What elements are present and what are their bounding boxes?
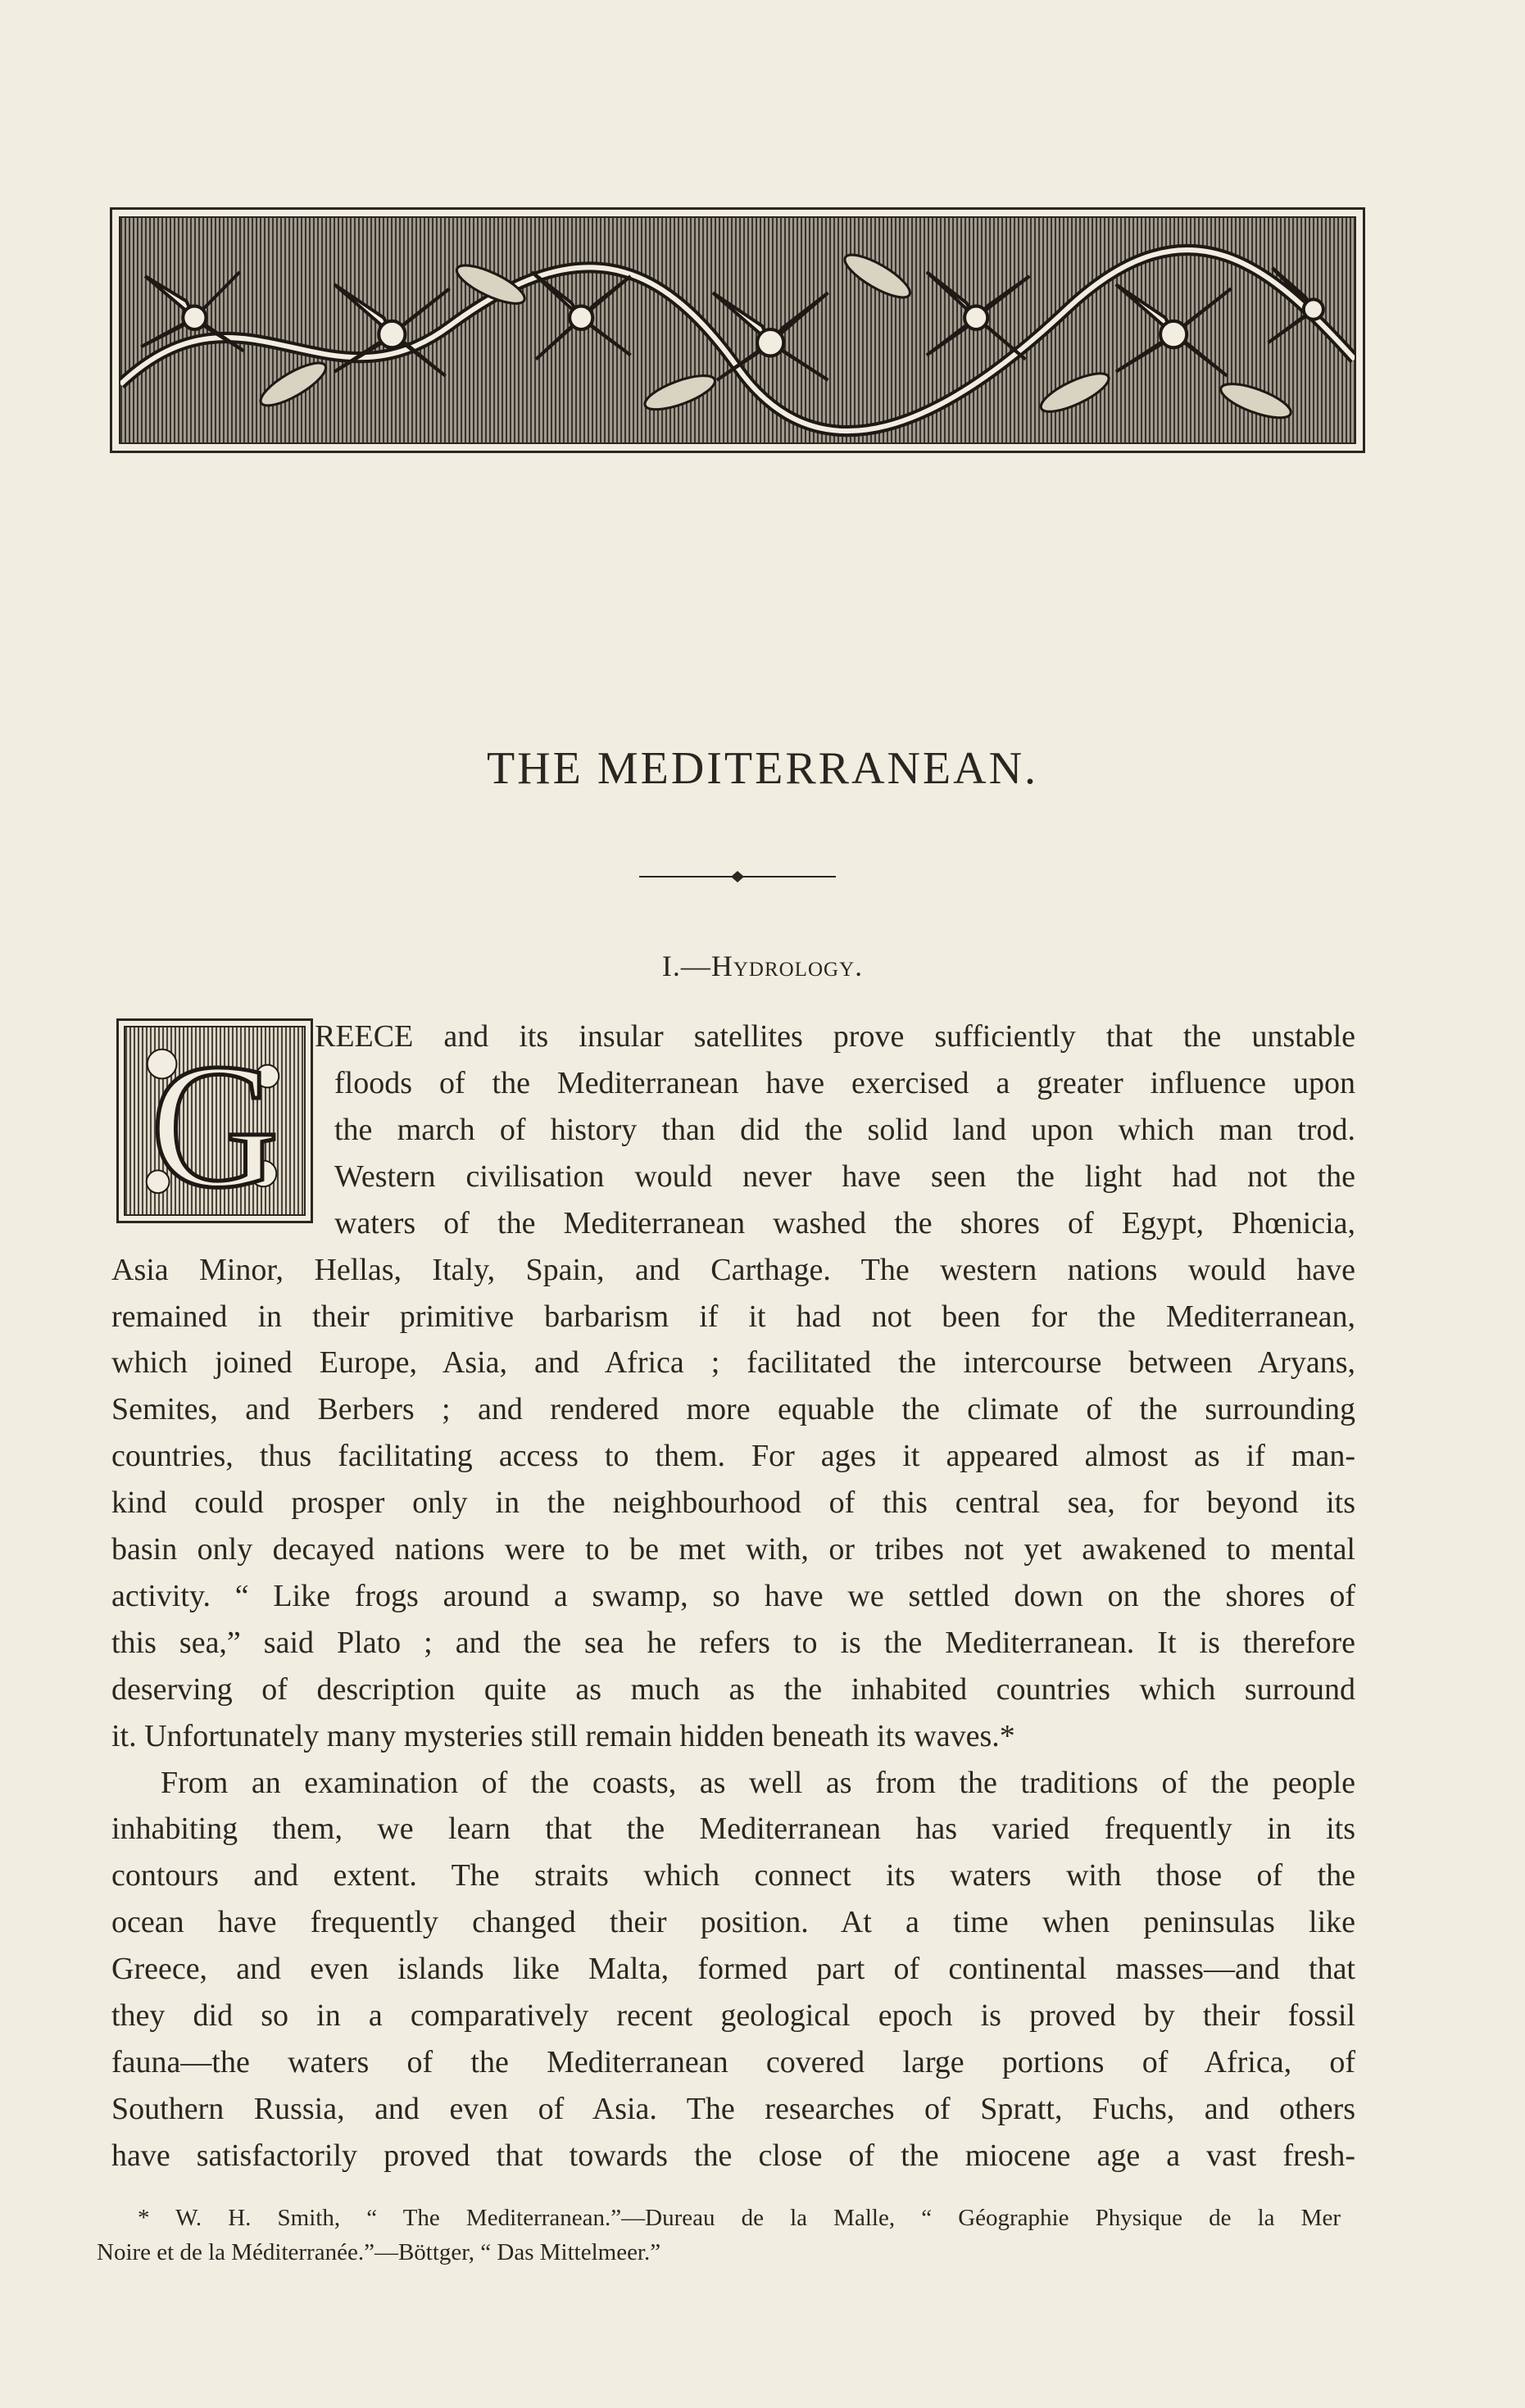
text-line: the march of history than did the solid land upon which man trod. (334, 1112, 1355, 1147)
first-line: REECE and its insular satellites prove sufficiently that the unstable (315, 1019, 1355, 1054)
chapter-title: THE MEDITERRANEAN. (486, 743, 1039, 794)
text-line: Asia Minor, Hellas, Italy, Spain, and Carthage. The western nations would have (111, 1252, 1355, 1287)
text-line: this sea,” said Plato ; and the sea he refers to is the Mediterranean. It is therefore (111, 1625, 1355, 1660)
ornamental-letter-g-icon (116, 1018, 313, 1223)
text-line: countries, thus facilitating access to them. For ages it appeared almost as if man- (111, 1439, 1355, 1474)
text-line: activity. “ Like frogs around a swamp, so have we settled down on the shores of (111, 1578, 1355, 1613)
text-line: have satisfactorily proved that towards the close of the miocene age a vast fresh- (111, 2138, 1355, 2173)
text-line: remained in their primitive barbarism if it had not been for the Mediterranean, (111, 1299, 1355, 1334)
text-line: fauna—the waters of the Mediterranean covered large portions of Africa, of (111, 2044, 1355, 2079)
text-line: From an examination of the coasts, as well as from the traditions of the people (161, 1765, 1355, 1800)
text-line: basin only decayed nations were to be met with, or tribes not yet awakened to mental (111, 1532, 1355, 1567)
text-line: inhabiting them, we learn that the Mediterranean has varied frequently in its (111, 1812, 1355, 1847)
text-line: Southern Russia, and even of Asia. The researches of Spratt, Fuchs, and others (111, 2091, 1355, 2126)
text-line: Semites, and Berbers ; and rendered more equable the climate of the surrounding (111, 1392, 1355, 1427)
footnote-line: * W. H. Smith, “ The Mediterranean.”—Dureau de la Malle, “ Géographie Physique de la Mer (138, 2205, 1341, 2231)
text-line: which joined Europe, Asia, and Africa ; facilitated the intercourse between Aryans, (111, 1345, 1355, 1381)
text-line: kind could prosper only in the neighbourhood of this central sea, for beyond its (111, 1485, 1355, 1521)
text-line: ocean have frequently changed their position. At a time when peninsulas like (111, 1905, 1355, 1940)
text-line: it. Unfortunately many mysteries still remain hidden beneath its waves.* (111, 1718, 1015, 1753)
text-line: Western civilisation would never have seen the light had not the (334, 1159, 1355, 1194)
text-line: they did so in a comparatively recent geological epoch is proved by their fossil (111, 1998, 1355, 2033)
drop-cap-letter: G (150, 1027, 279, 1214)
diamond-rule-icon (639, 868, 836, 885)
text-line: deserving of description quite as much as the inhabited countries which surround (111, 1671, 1355, 1707)
floral-lily-band-icon (110, 207, 1365, 453)
text-line: Greece, and even islands like Malta, formed part of continental masses—and that (111, 1952, 1355, 1987)
footnote-line: Noire et de la Méditerranée.”—Böttger, “ Das Mittelmeer.” (97, 2239, 661, 2265)
text-line: waters of the Mediterranean washed the shores of Egypt, Phœnicia, (334, 1205, 1355, 1240)
text-line: contours and extent. The straits which connect its waters with those of the (111, 1858, 1355, 1893)
text-line: floods of the Mediterranean have exercised a greater influence upon (334, 1066, 1355, 1100)
section-heading: I.—Hydrology. (661, 950, 864, 982)
